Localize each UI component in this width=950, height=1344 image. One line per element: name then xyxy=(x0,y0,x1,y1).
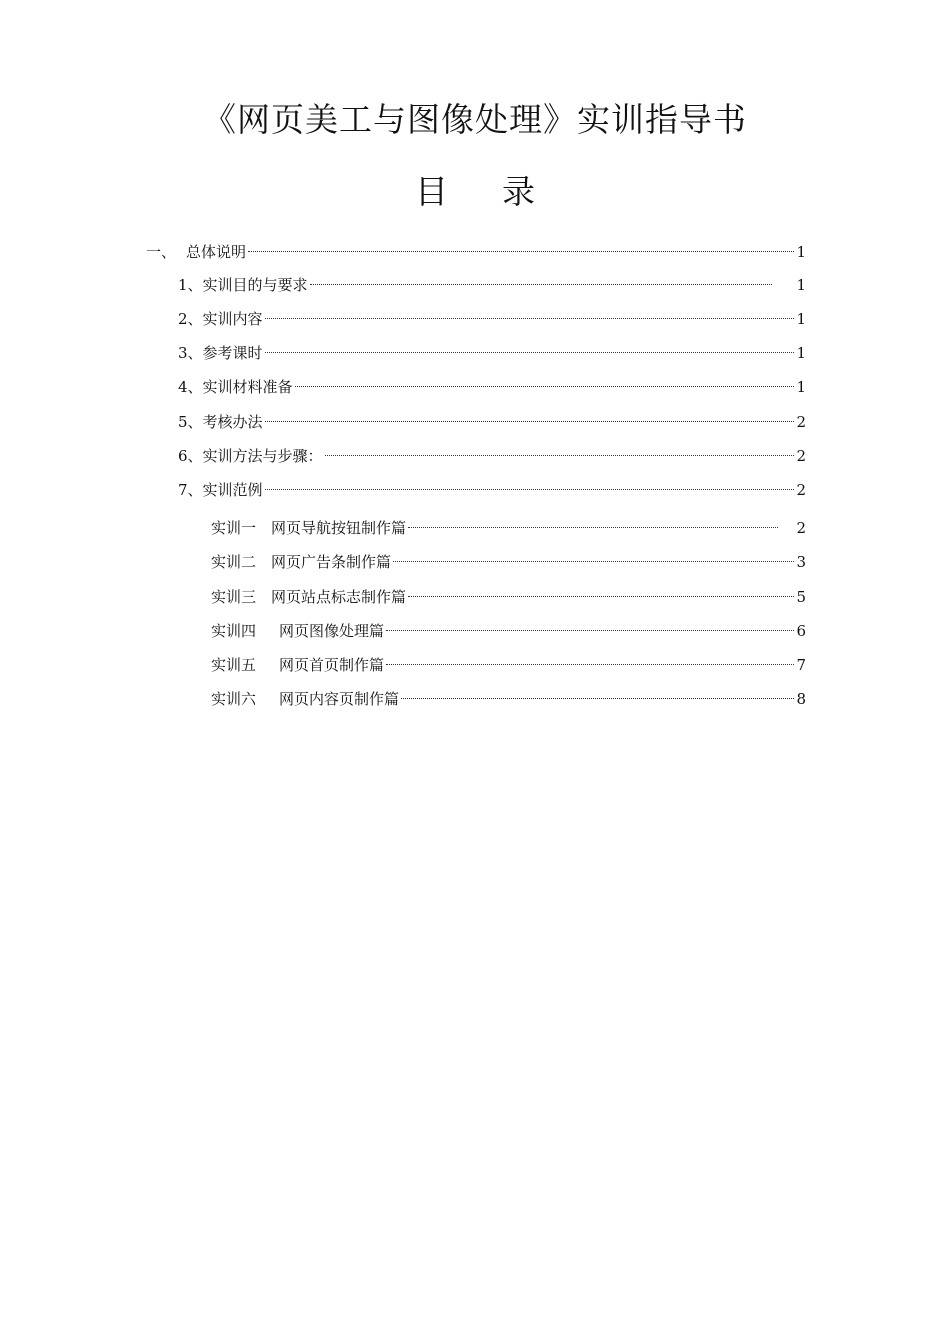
toc-entry-content[interactable] xyxy=(178,307,806,331)
toc-entry-number: 7、 xyxy=(178,481,203,499)
toc-entry-number: 4、 xyxy=(178,378,203,396)
toc-entry-training-5[interactable] xyxy=(211,653,806,677)
toc-heading-right: 录 xyxy=(502,172,535,211)
toc-entry-number: 实训四 xyxy=(211,622,257,640)
toc-entry-page: 6 xyxy=(796,622,806,640)
toc-entry-training-4[interactable] xyxy=(211,619,806,643)
toc-entry-label: 网页广告条制作篇 xyxy=(271,553,392,571)
toc-entry-materials[interactable] xyxy=(178,375,806,399)
toc-dot-leader xyxy=(310,284,773,285)
toc-dot-leader xyxy=(265,352,795,353)
toc-entry-page: 2 xyxy=(796,481,806,499)
toc-entry-label: 网页图像处理篇 xyxy=(279,622,385,640)
toc-entry-label: 网页首页制作篇 xyxy=(279,656,385,674)
toc-entry-number: 实训三 xyxy=(211,588,257,606)
toc-entry-label: 实训材料准备 xyxy=(202,378,293,396)
toc-entry-objectives[interactable] xyxy=(178,273,806,297)
toc-entry-training-3[interactable] xyxy=(211,585,806,609)
toc-dot-leader xyxy=(295,386,795,387)
toc-entry-label: 实训范例 xyxy=(202,481,263,499)
toc-entry-label: 网页内容页制作篇 xyxy=(279,690,400,708)
document-title: 《网页美工与图像处理》实训指导书 xyxy=(203,100,747,139)
toc-entry-overview[interactable] xyxy=(146,240,806,264)
toc-entry-label: 实训方法与步骤： xyxy=(202,447,323,465)
toc-dot-leader xyxy=(265,489,795,490)
toc-entry-number: 实训一 xyxy=(211,519,257,537)
toc-entry-training-1[interactable] xyxy=(211,516,806,540)
toc-entry-number: 6、 xyxy=(178,447,203,465)
toc-entry-label: 实训内容 xyxy=(202,310,263,328)
toc-entry-page: 1 xyxy=(796,378,806,396)
toc-entry-page: 7 xyxy=(796,656,806,674)
toc-heading-left: 目 xyxy=(415,172,448,211)
toc-entry-page: 1 xyxy=(796,344,806,362)
toc-entry-hours[interactable] xyxy=(178,341,806,365)
toc-entry-training-2[interactable] xyxy=(211,550,806,574)
toc-entry-label: 网页导航按钮制作篇 xyxy=(271,519,407,537)
toc-dot-leader xyxy=(386,630,794,631)
toc-dot-leader xyxy=(248,251,794,252)
toc-entry-number: 2、 xyxy=(178,310,203,328)
toc-entry-number: 实训五 xyxy=(211,656,257,674)
toc-dot-leader xyxy=(265,318,795,319)
toc-heading xyxy=(0,168,950,216)
toc-dot-leader xyxy=(408,596,794,597)
toc-dot-leader xyxy=(401,698,794,699)
toc-dot-leader xyxy=(386,664,794,665)
toc-entry-page: 1 xyxy=(796,276,806,294)
toc-entry-number: 实训二 xyxy=(211,553,257,571)
toc-entry-number: 一、 xyxy=(146,243,177,261)
toc-entry-assessment[interactable] xyxy=(178,410,806,434)
toc-entry-label: 网页站点标志制作篇 xyxy=(271,588,407,606)
toc-entry-page: 2 xyxy=(796,413,806,431)
toc-entry-methods[interactable] xyxy=(178,444,806,468)
toc-entry-page: 1 xyxy=(796,310,806,328)
toc-entry-page: 5 xyxy=(796,588,806,606)
toc-dot-leader xyxy=(325,455,795,456)
toc-entry-examples[interactable] xyxy=(178,478,806,502)
toc-entry-number: 1、 xyxy=(178,276,203,294)
toc-entry-number: 实训六 xyxy=(211,690,257,708)
toc-entry-label: 实训目的与要求 xyxy=(202,276,308,294)
toc-entry-number: 3、 xyxy=(178,344,203,362)
toc-dot-leader xyxy=(265,421,795,422)
toc-entry-number: 5、 xyxy=(178,413,203,431)
toc-dot-leader xyxy=(393,561,794,562)
toc-entry-page: 1 xyxy=(796,243,806,261)
toc-entry-page: 2 xyxy=(796,447,806,465)
toc-entry-page: 8 xyxy=(796,690,806,708)
toc-dot-leader xyxy=(408,527,778,528)
toc-entry-label: 参考课时 xyxy=(202,344,263,362)
toc-entry-training-6[interactable] xyxy=(211,687,806,711)
toc-entry-page: 2 xyxy=(796,519,806,537)
toc-entry-label: 总体说明 xyxy=(186,243,247,261)
toc-entry-page: 3 xyxy=(796,553,806,571)
toc-entry-label: 考核办法 xyxy=(202,413,263,431)
